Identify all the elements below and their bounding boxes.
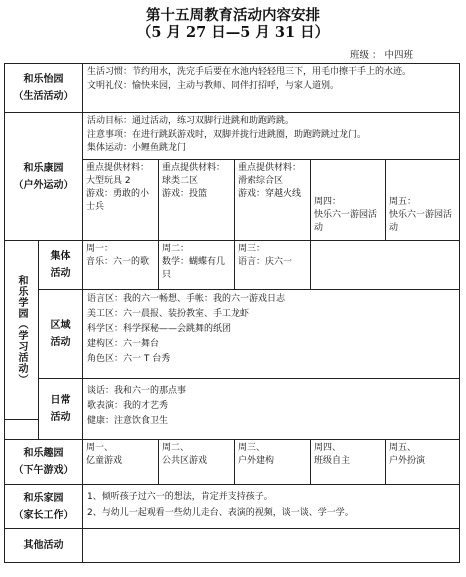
area-item: 建构区：六一舞台	[87, 339, 160, 349]
family-item: 1、倾听孩子过六一的想法，肯定并支持孩子。	[87, 492, 273, 502]
group-wed: 周三： 语言：庆六一	[234, 240, 311, 290]
daily-item: 谈话：我和六一的那点事	[87, 386, 187, 396]
daily-activity-list	[82, 378, 460, 440]
life-etiquette: 文明礼仪：愉快来园，主动与教师、同伴打招呼，与家人道别。	[87, 80, 340, 91]
group-mon: 周一： 音乐：六一的歌	[82, 240, 159, 290]
date-range: （5 月 27 日—5 月 31 日）	[136, 24, 330, 41]
games-label: 和乐趣园 （下午游戏）	[4, 439, 83, 485]
games-wed: 周三、 户外建构	[234, 439, 311, 485]
life-habit: 生活习惯：节约用水，洗完手后要在水池内轻轻甩三下，用毛巾擦干手上的水迹。	[87, 67, 412, 77]
daily-item: 健康：注意饮食卫生	[87, 416, 169, 426]
outdoor-wed: 重点提供材料：滑索综合区 游戏：穿越火线	[234, 159, 311, 241]
group-activity-label: 集体活动	[38, 240, 83, 290]
outdoor-fri: 周五： 快乐六一游园活动	[385, 159, 460, 241]
outdoor-label: 和乐康园 （户外运动）	[4, 112, 83, 241]
area-activity-label: 区域活动	[38, 289, 83, 379]
outdoor-info	[82, 112, 460, 160]
other-label: 其他活动	[4, 528, 83, 563]
outdoor-mon: 重点提供材料：大型玩具 2 游戏：勇敢的小士兵	[82, 159, 159, 241]
class-label: 班级 ： 中四班	[350, 50, 414, 61]
group-tue: 周二： 数学：蝴蝶有几只	[158, 240, 235, 290]
page-title: 第十五周教育活动内容安排	[146, 7, 320, 24]
family-content	[82, 484, 460, 529]
outdoor-goal: 活动目标：通过活动，练习双脚行进跳和助跑跨跳。	[87, 116, 295, 126]
games-fri: 周五、 户外扮演	[385, 439, 460, 485]
area-item: 科学区：科学探秘——会跳舞的纸团	[87, 324, 232, 334]
other-content	[82, 528, 460, 563]
area-item: 角色区：六一 T 台秀	[87, 354, 171, 364]
outdoor-group: 集体运动：小鲤鱼跳龙门	[87, 143, 187, 153]
outdoor-note: 注意事项：在进行跳跃游戏时，双脚并拢行进跳圈，助跑跨跳过龙门。	[87, 129, 367, 140]
learning-label-ext	[4, 419, 39, 440]
life-label: 和乐怡园 （生活活动）	[4, 63, 83, 113]
games-mon: 周一、 亿童游戏	[82, 439, 159, 485]
area-activity-list	[82, 289, 460, 379]
family-label: 和乐家园 （家长工作）	[4, 484, 83, 529]
games-thu: 周四、 班级自主	[310, 439, 386, 485]
life-content	[82, 63, 460, 113]
schedule-table	[4, 63, 460, 563]
outdoor-thu: 周四： 快乐六一游园活动	[310, 159, 386, 241]
area-item: 美工区：六一晨报、装扮教室、手工龙虾	[87, 309, 250, 319]
games-tue: 周二、 公共区游戏	[158, 439, 235, 485]
daily-activity-label: 日常活动	[38, 378, 83, 440]
area-item: 语言区：我的六一畅想、手帐：我的六一游戏日志	[87, 294, 286, 304]
outdoor-tue: 重点提供材料：球类二区 游戏：投篮	[158, 159, 235, 241]
group-blank	[310, 240, 460, 290]
daily-item: 歌表演：我的才艺秀	[87, 401, 169, 411]
family-item: 2、与幼儿一起观看一些幼儿走台、表演的视频，谈一谈、学一学。	[87, 508, 354, 518]
learning-label: 和乐学园（学习活动）	[4, 240, 39, 420]
